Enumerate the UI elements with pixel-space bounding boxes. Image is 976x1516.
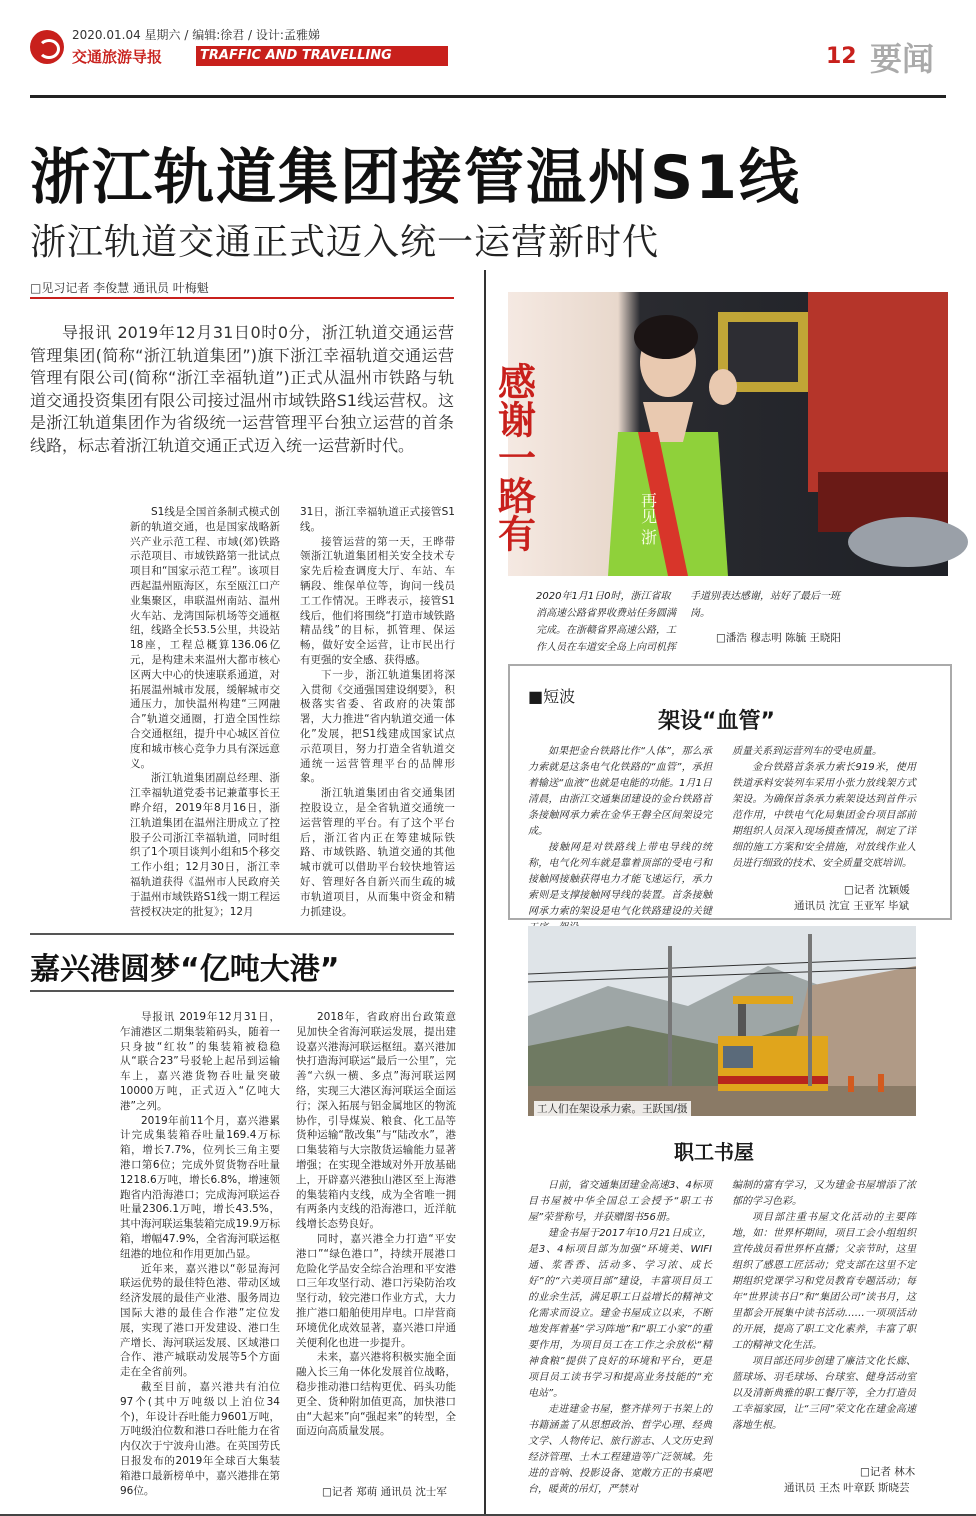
bookhouse-column-1 [528, 1178, 712, 1498]
section-title: 要闻 [870, 40, 935, 78]
paragraph: 截至目前，嘉兴港共有泊位97个(其中万吨级以上泊位34个)，年设计吞吐能力9601万吨，万吨级泊位数和港口吞吐能力在省内仅次于宁波舟山港。在英国劳氏日报发布的2019年全球百大集装箱港口最新榜单中，嘉兴港排在第96位。 [120, 1380, 280, 1497]
paragraph: 31日，浙江幸福轨道正式接管S1线。 [300, 506, 455, 533]
briefs-title: 架设“血管” [658, 709, 775, 734]
paragraph: 项目部注重书屋文化活动的主要阵地，如：世界杯期间，项目工会小组组织宣传战员看世界杯直播；父亲节时，这里组织了感恩工匠活动；党支部在这里不定期组织党课学习和党员教育专题活动；每年“世界读书日”和“集团公司”读书月，这里都会开展集中读书活动……一项项活动的开展，提高了职工文化素养，丰富了职工的精神文化生活。 [732, 1212, 916, 1351]
paragraph: 接触网是对铁路线上带电导线的统称，电气化列车就是靠着顶部的受电弓和接触网接触获得电力才能飞速运行，承力索则是支撑接触网导线的装置。首条接触网承力索的架设是电气化铁路建设的关键 [528, 842, 712, 917]
paragraph: S1线是全国首条制式模式创新的轨道交通，也是国家战略新兴产业示范工程、市域(郊)铁路示范项目、市域铁路第一批试点项目和“国家示范工程”。该项目西起温州瓯海区，东至瓯江口产业集聚区，串联温州南站、温州火车站、龙湾国际机场等交通枢纽，线路全长53.5公里，共设站18座，工程总概算136.06亿元，是构建未来温州大都市核心区两大中心的快速联系通道，对拓展温州城市发展，缓解城市交通压力，加快温州构建“三网融合”轨道交通圈，打造全国性综合交通枢纽，提升中心城区首位度和城市核心竞争力具有深远意义。 [130, 506, 280, 770]
article1-rule [30, 297, 454, 299]
article2-column-1 [120, 1010, 280, 1498]
article2-column-2 [296, 1010, 456, 1439]
brand-name-en: TRAFFIC AND TRAVELLING [196, 46, 448, 66]
masthead-divider [30, 95, 946, 98]
photo1-credit: □潘浩 穆志明 陈毓 王晓阳 [716, 632, 841, 644]
bookhouse-column-2 [732, 1178, 916, 1434]
paragraph: 建金书屋于2017年10月21日成立，是3、4标项目部为加强“环境美、WIFI通、浆香香、活动多、学习浓、成长好”的“六美项目部”建设，丰富项目员工的业余生活，满足职工日益增长的精神文化需求而设立。建金书屋成立以来，不断地发挥着基“学习阵地”和“职工小家”的重要作用，为项目员工在工作之余放松“精神食粮”提供了良好的环境和平台，更是项目员工读书学习和提高业务技能的“充电站”。 [528, 1228, 712, 1399]
briefs-credit-2: 通讯员 沈宣 王亚军 毕斌 [794, 900, 910, 912]
paragraph: 质量关系到运营列车的受电质量。 [732, 746, 882, 757]
article1-headline: 浙江轨道集团接管温州S1线 [30, 143, 801, 213]
bookhouse-credit-2: 通讯员 王杰 叶章跃 斯晓芸 [784, 1482, 910, 1494]
photo2-caption: 工人们在架设承力索。王跃国/摄 [534, 1101, 691, 1116]
paragraph: 日前，省交通集团建金高速3、4标项目书屋被中华全国总工会授予“职工书屋”荣誉称号，并获赠图书56册。 [528, 1180, 712, 1223]
paragraph: 2018年，省政府出台政策意见加快全省海河联运发展，提出建设嘉兴港海河联运枢纽。嘉兴港加快打造海河联运“最后一公里”，完善“六纵一横、多点”海河联运网络，实现三大港区海河联运全面运行；深入拓展与铝金属地区的物流协作，引导煤炭、粮食、化工品等货种运输“散改集”与“陆改水”，港口集装箱与大宗散货运输能力显著增强；在实现全港域对外开放基础上，开辟嘉兴港独山港区至上海港的集装箱内支线，成为全省唯一拥有两条内支线的沿海港口，近洋航线增长态势良好。 [296, 1011, 456, 1231]
briefs-tag: ■短波 [528, 687, 576, 706]
article2-rule-bottom [30, 990, 454, 992]
bookhouse-credit: □记者 林木 [860, 1466, 916, 1478]
paragraph: 如果把金台铁路比作“人体”，那么承力索就是这条电气化铁路的“血管”，承担着输送“血液”也就是电能的功能。1月1日清晨，由浙江交通集团建设的金台铁路首条接触网承力索在金华王磐全区间架设完成。 [528, 746, 712, 837]
page-number: 12 [826, 44, 857, 69]
paragraph: 金台铁路首条承力索长919米，使用铁道承料安装列车采用小张力放线架方式架设。为确保首条承力索架设达到首件示范作用，中铁电气化局集团金台项目部前期组织人员深入现场摸查情况，制定了详细的施工方案和安全措施，对放线作业人员进行细致的技术、安全质量交底培训。 [732, 762, 916, 869]
toll-station-image [491, 292, 948, 576]
sash-text: 再见 浙 [638, 492, 658, 546]
article1-column-1 [130, 505, 280, 919]
paragraph: 导报讯 2019年12月31日，乍浦港区二期集装箱码头，随着一只身披“红妆”的集装箱被稳稳从“联合23”号驳轮上起吊到运输车上，嘉兴港货物吞吐量突破10000万吨，正式迈入“亿吨大港”之列。 [120, 1011, 280, 1112]
paragraph: 同时，嘉兴港全力打造“平安港口”“绿色港口”，持续开展港口危险化学品安全综合治理和平安港口三年攻坚行动、港口污染防治攻坚行动，较完港口作业方式，大力推广港口船舶使用岸电。口岸营商环境优化成效显著，嘉兴港口岸通关便利化也进一步提升。 [296, 1232, 456, 1349]
article2-rule-top [30, 933, 454, 935]
article1-subheadline: 浙江轨道交通正式迈入统一运营新时代 [30, 222, 660, 263]
article2-credit: □记者 郑萌 通讯员 沈士军 [322, 1486, 447, 1498]
paragraph: 接管运营的第一天，王晔带领浙江轨道集团相关安全技术专家先后检查调度大厅、车站、车辆段、维保单位等，询问一线员工工作情况。王晔表示，接管S1线后，他们将围绕“打造市域铁路精品线”的目标，抓管理、保运畅，做好安全运营，让市民出行有更强的安全感、获得感。 [300, 535, 455, 666]
paragraph: 项目部还同步创建了廉洁文化长廊、篮球场、羽毛球场、台球室、健身活动室以及清新典雅的职工餐厅等，全力打造员工幸福家园，让“三同”荣文化在建金高速落地生根。 [732, 1356, 916, 1431]
article1-byline: □见习记者 李俊慧 通讯员 叶梅魁 [30, 281, 209, 295]
paragraph: 编制的富有学习，又为建金书屋增添了浓郁的学习色彩。 [732, 1180, 916, 1207]
column-divider [484, 270, 486, 1515]
toll-station-photo [491, 292, 948, 576]
paragraph: 未来，嘉兴港将积极实施全面融入长三角一体化发展首位战略，稳步推动港口结构更优、码头功能更全、货种附加值更高，加快港口由“大起来”向“强起来”的转型，全面迈向高质量发展。 [296, 1351, 456, 1438]
article1-lead: 导报讯 2019年12月31日0时0分，浙江轨道交通运营管理集团(简称“浙江轨道集团”)旗下浙江幸福轨道交通运营管理有限公司(简称“浙江幸福轨道”)正式从温州市铁路与轨道交通投资集团有限公司接过温州市域铁路S1线运营权。这是浙江轨道集团作为省级统一运营管理平台独立运营的首条线路，标志着浙江轨道交通正式迈入统一运营新时代。 [30, 323, 454, 455]
paragraph: 走进建金书屋，整齐排列于书架上的书籍涵盖了从思想政治、哲学心理、经典文学、人物传记、旅行游志、人文历史到经济管理、土木工程建造等广泛领域。先进的音响、投影设备、宽敞方正的书桌吧台，暖黄的吊灯，严禁对 [528, 1404, 712, 1495]
article1-column-2 [300, 505, 455, 919]
paragraph: 浙江轨道集团副总经理、浙江幸福轨道党委书记兼董事长王晔介绍，2019年8月16日，浙江轨道集团在温州注册成立了控股子公司浙江幸福轨道，同时组织了1个项目谈判小组和5个移交工作小组；12月30日，浙江幸福轨道获得《温州市人民政府关于温州市域铁路S1线一期工程运营授权决定的批复》；12月 [130, 772, 280, 918]
briefs-column-2 [732, 744, 916, 872]
paragraph: 浙江轨道集团由省交通集团控股设立，是全省轨道交通统一运营管理的平台。有了这个平台后，浙江省内正在筹建城际铁路、市域铁路、轨道交通的其他城市就可以借助平台较快地管运好、管理好各自新兴而生疏的城市轨道项目，从而集中资金和精力抓建设。 [300, 787, 455, 918]
issue-meta: 2020.01.04 星期六 / 编辑:徐君 / 设计:孟雅娣 [72, 28, 320, 42]
brand-name: 交通旅游导报 [72, 48, 163, 66]
newspaper-logo-icon [30, 30, 64, 64]
bookhouse-title: 职工书屋 [674, 1140, 754, 1164]
briefs-credit: □记者 沈颖媛 [844, 884, 910, 896]
banner-text: 感谢一路有 [491, 362, 537, 552]
briefs-column-1 [528, 744, 712, 936]
railway-image [528, 926, 916, 1116]
paragraph: 下一步，浙江轨道集团将深入贯彻《交通强国建设纲要》，积极落实省委、省政府的决策部署，大力推进“省内轨道交通一体化”发展，把S1线建成国家试点示范项目，努力打造全省轨道交通统一运营管理平台的品牌形象。 [300, 668, 455, 785]
paragraph: 近年来，嘉兴港以“彰显海河联运优势的最佳特色港、带动区域经济发展的最佳产业港、服务周边国际大港的最佳合作港”定位发展，实现了港口开发建设、港口生产增长、海河联运发展、区域港口合作、港产城联动发展等5个方面走在全省前列。 [120, 1262, 280, 1379]
railway-photo [528, 926, 916, 1116]
article2-headline: 嘉兴港圆梦“亿吨大港” [30, 952, 340, 987]
photo1-caption: 2020年1月1日0时，浙江省取消高速公路省界收费站任务圆满完成。在浙赣省界高速公路，工作人员在车道安全岛上向司机挥 [536, 591, 676, 653]
paragraph: 2019年前11个月，嘉兴港累计完成集装箱吞吐量169.4万标箱，增长7.7%，位列长三角主要港口第6位；完成外贸货物吞吐量1218.6万吨，增长6.8%，增速领跑省内沿海港口；完成海河联运吞吐量2306.1万吨，增长43.5%，其中海河联运集装箱完成19.9万标箱，增幅47.9%，全省海河联运枢纽港的地位和作用更加凸显。 [120, 1114, 280, 1260]
photo1-caption-cont: 手道别表达感谢，站好了最后一班岗。 [690, 591, 840, 619]
